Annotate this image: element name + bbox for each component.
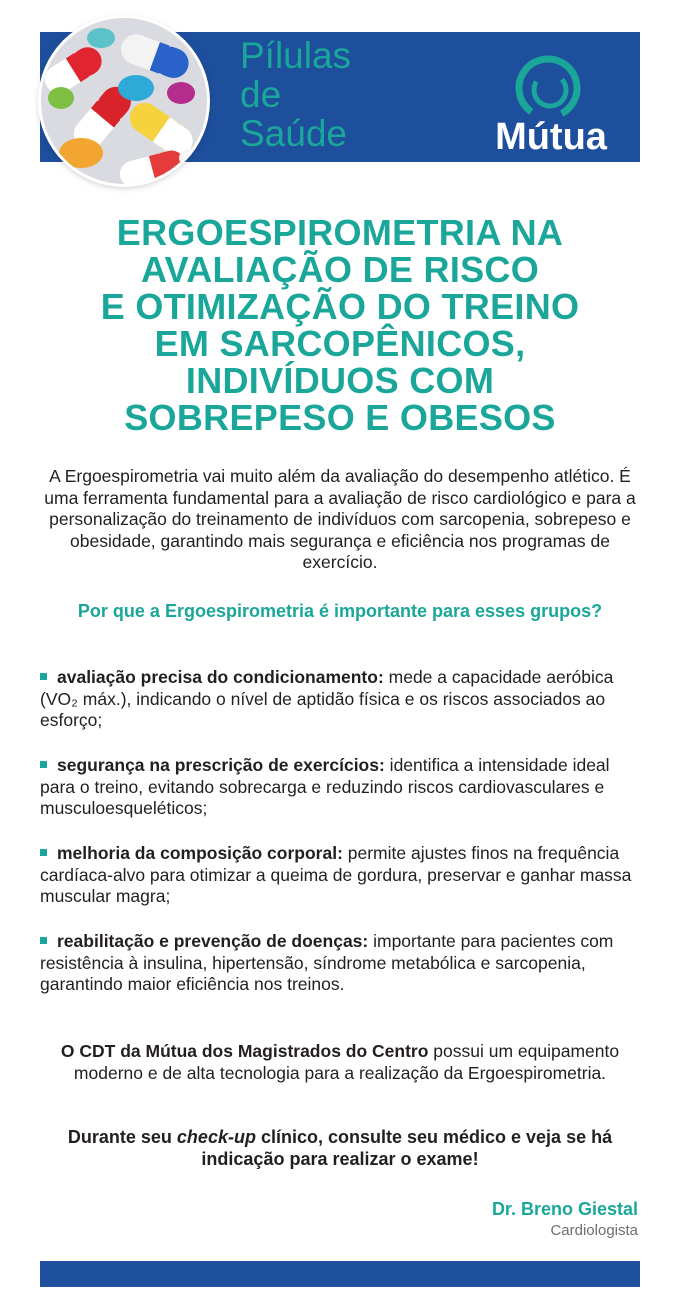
benefit-title: segurança na prescrição de exercícios: — [57, 755, 385, 775]
square-bullet-icon — [40, 849, 47, 856]
benefit-title: reabilitação e prevenção de doenças: — [57, 931, 369, 951]
square-bullet-icon — [40, 761, 47, 768]
benefit-text: permite ajustes finos na frequência cardíaca-alvo para otimizar a queima de gordura, preservar e ganhar massa muscular magra; — [40, 843, 632, 906]
series-title-line: de — [240, 74, 282, 115]
headline — [40, 214, 640, 436]
benefit-item — [40, 755, 640, 820]
cta-before: Durante seu — [67, 1127, 177, 1147]
headline-line: INDIVÍDUOS COM — [185, 360, 495, 401]
series-title-line: Saúde — [240, 113, 347, 154]
square-bullet-icon — [40, 937, 47, 944]
footer-band — [40, 1261, 640, 1287]
headline-line: AVALIAÇÃO DE RISCO — [140, 249, 540, 290]
mutua-logo-icon — [512, 52, 584, 124]
benefit-item — [40, 667, 640, 732]
author-name: Dr. Breno Giestal — [491, 1199, 638, 1219]
section-subheading: Por que a Ergoespirometria é importante para esses grupos? — [77, 601, 603, 621]
pills-image — [41, 18, 207, 184]
cdt-paragraph — [40, 1041, 640, 1084]
cdt-text: possui um equipamento moderno e de alta tecnologia para a realização da Ergoespirometria. — [73, 1041, 620, 1083]
square-bullet-icon — [40, 673, 47, 680]
author-role: Cardiologista — [550, 1222, 638, 1239]
call-to-action — [40, 1126, 640, 1170]
series-title-line: Pílulas — [240, 35, 352, 76]
benefit-item — [40, 843, 640, 908]
headline-line: SOBREPESO E OBESOS — [124, 397, 556, 438]
cta-after: clínico, consulte seu médico e veja se há indicação para realizar o exame! — [201, 1127, 613, 1169]
cdt-bold: O CDT da Mútua dos Magistrados do Centro — [60, 1041, 429, 1061]
benefit-text: mede a capacidade aeróbica (VO₂ máx.), indicando o nível de aptidão física e os riscos associados ao esforço; — [40, 667, 614, 730]
series-title — [240, 36, 351, 153]
cta-italic: check-up — [176, 1127, 256, 1147]
headline-line: ERGOESPIROMETRIA NA — [116, 212, 564, 253]
benefit-title: melhoria da composição corporal: — [57, 843, 343, 863]
benefit-title: avaliação precisa do condicionamento: — [57, 667, 384, 687]
headline-line: EM SARCOPÊNICOS, — [154, 323, 526, 364]
headline-line: E OTIMIZAÇÃO DO TREINO — [100, 286, 580, 327]
benefit-item — [40, 931, 640, 996]
benefit-text: importante para pacientes com resistência à insulina, hipertensão, síndrome metabólica e sarcopenia, garantindo maior eficiência nos treinos. — [40, 931, 614, 994]
intro-paragraph: A Ergoespirometria vai muito além da avaliação do desempenho atlético. É uma ferramenta fundamental para a avaliação de risco cardiológico e para a personalização do treinamento de indivíduos com sarcopenia, sobrepeso e obesidade, garantindo mais segurança e eficiência nos programas de exercício. — [44, 466, 636, 572]
brand-name: Mútua — [495, 116, 607, 158]
benefit-text: identifica a intensidade ideal para o treino, evitando sobrecarga e reduzindo riscos cardiovasculares e musculoesqueléticos; — [40, 755, 610, 818]
